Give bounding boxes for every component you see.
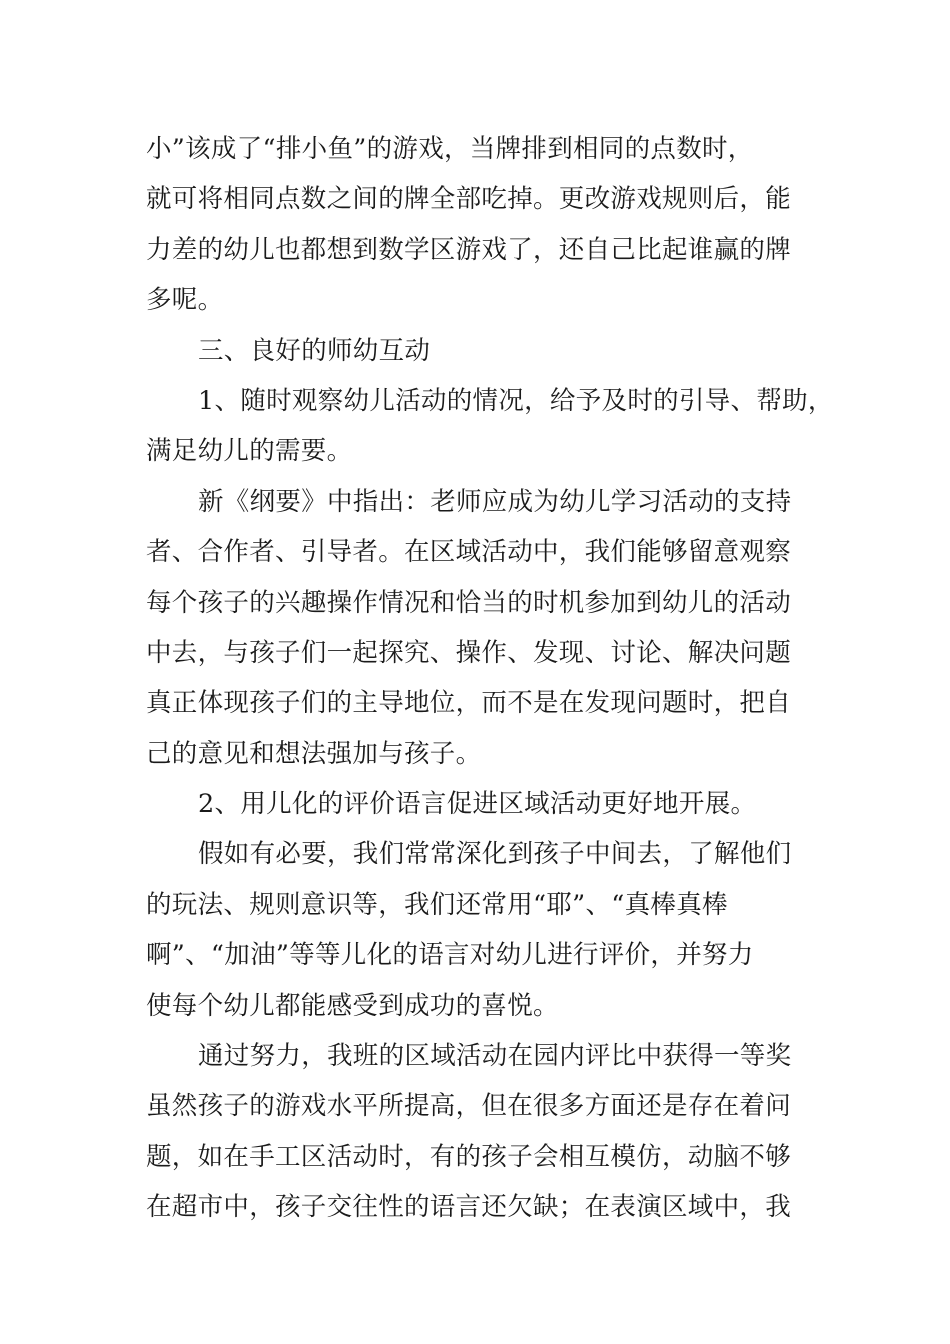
text-line: 通过努力，我班的区域活动在园内评比中获得一等奖 xyxy=(198,1041,792,1072)
text-line: 真正体现孩子们的主导地位，而不是在发现问题时，把自 xyxy=(146,688,792,719)
document-body xyxy=(146,124,834,1233)
text-line: 假如有必要，我们常常深化到孩子中间去，了解他们 xyxy=(198,839,792,870)
text-line: 己的意见和想法强加与孩子。 xyxy=(146,738,482,769)
text-line: 题，如在手工区活动时，有的孩子会相互模仿，动脑不够 xyxy=(146,1141,792,1172)
text-line: 中去，与孩子们一起探究、操作、发现、讨论、解决问题 xyxy=(146,637,792,668)
text-line: 的玩法、规则意识等，我们还常用“耶”、“真棒真棒 xyxy=(146,889,728,920)
text-line: 小”该成了“排小鱼”的游戏，当牌排到相同的点数时， xyxy=(146,134,754,164)
text-line: 在超市中，孩子交往性的语言还欠缺；在表演区域中，我 xyxy=(146,1192,792,1223)
text-line: 啊”、“加油”等等儿化的语言对幼儿进行评价，并努力 xyxy=(146,940,754,971)
text-line: 新《纲要》中指出：老师应成为幼儿学习活动的支持 xyxy=(198,486,792,517)
text-line: 力差的幼儿也都想到数学区游戏了，还自己比起谁赢的牌 xyxy=(146,234,792,265)
text-line: 使每个幼儿都能感受到成功的喜悦。 xyxy=(146,990,559,1021)
text-line: 三、良好的师幼互动 xyxy=(198,335,431,366)
text-line: 虽然孩子的游戏水平所提高，但在很多方面还是存在着问 xyxy=(146,1091,792,1122)
text-line: 2、用儿化的评价语言促进区域活动更好地开展。 xyxy=(198,789,757,820)
text-line: 每个孩子的兴趣操作情况和恰当的时机参加到幼儿的活动 xyxy=(146,587,792,618)
text-line: 多呢。 xyxy=(146,285,224,316)
text-line: 满足幼儿的需要。 xyxy=(146,436,353,467)
text-line: 就可将相同点数之间的牌全部吃掉。更改游戏规则后，能 xyxy=(146,184,792,215)
text-line: 者、合作者、引导者。在区域活动中，我们能够留意观察 xyxy=(146,537,792,568)
text-line: 1、随时观察幼儿活动的情况，给予及时的引导、帮助， xyxy=(198,385,834,416)
